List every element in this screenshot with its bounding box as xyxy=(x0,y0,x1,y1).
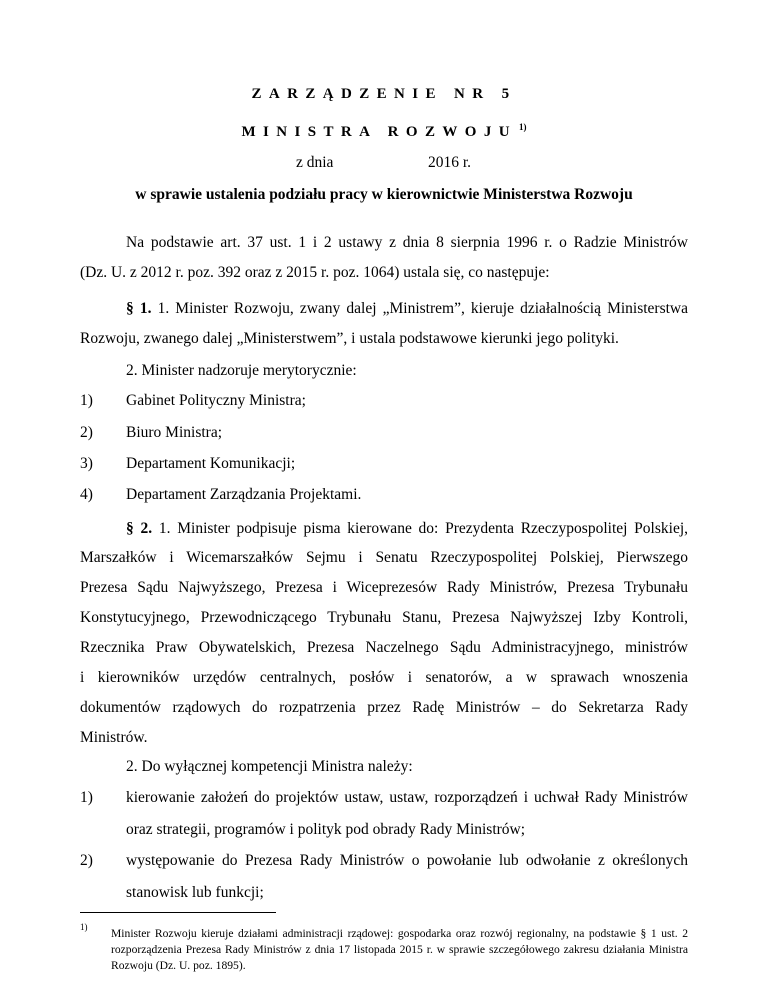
list-item-number: 2) xyxy=(80,424,93,441)
date-prefix: z dnia xyxy=(296,154,334,171)
document-issuer xyxy=(0,122,768,141)
section-2-line-4: Konstytucyjnego, Przewodniczącego Trybunału Stanu, Prezesa Najwyższej Izby Kontroli, xyxy=(80,609,688,626)
list-item-number: 4) xyxy=(80,486,93,503)
list-item: kierowanie założeń do projektów ustaw, ustaw, rozporządzeń i uchwał Rady Ministrów xyxy=(126,789,688,806)
list-item: Departament Zarządzania Projektami. xyxy=(126,486,362,503)
list-item-number: 3) xyxy=(80,455,93,472)
list-item: występowanie do Prezesa Rady Ministrów o powołanie lub odwołanie z określonych xyxy=(126,852,688,869)
list-item-number: 2) xyxy=(80,852,93,869)
issuer-text: MINISTRA ROZWOJU xyxy=(241,124,517,140)
section-2-mark: § 2. xyxy=(126,520,153,537)
section-2-line-5: Rzecznika Praw Obywatelskich, Prezesa Naczelnego Sądu Administracyjnego, ministrów xyxy=(80,639,688,656)
list-item: Departament Komunikacji; xyxy=(126,455,296,472)
section-2-line-3: Prezesa Sądu Najwyższego, Prezesa i Wiceprezesów Rady Ministrów, Prezesa Trybunału xyxy=(80,579,688,596)
section-2-line-7: dokumentów rządowych do rozpatrzenia przez Radę Ministrów – do Sekretarza Rady xyxy=(80,699,688,716)
list-item: Gabinet Polityczny Ministra; xyxy=(126,392,306,409)
list-item-continuation: stanowisk lub funkcji; xyxy=(126,884,264,901)
section-2-text-1: 1. Minister podpisuje pisma kierowane do: Prezydenta Rzeczypospolitej Polskiej, xyxy=(152,520,689,537)
section-2-paragraph-2: 2. Do wyłącznej kompetencji Ministra należy: xyxy=(126,758,413,775)
footnote-text: Minister Rozwoju kieruje działami administracji rządowej: gospodarka oraz rozwój regionalny, na podstawie § 1 ust. 2 rozporządzenia Prezesa Rady Ministrów z dnia 17 listopada 2015 r. w sprawie szczegółowego zakresu działania Ministra Rozwoju (Dz. U. poz. 1895). xyxy=(111,927,688,972)
footnote-mark: 1) xyxy=(80,922,88,932)
document-title: ZARZĄDZENIE NR 5 xyxy=(251,86,517,102)
section-1-paragraph-2: 2. Minister nadzoruje merytorycznie: xyxy=(126,362,357,379)
preamble-line-1: Na podstawie art. 37 ust. 1 i 2 ustawy z dnia 8 sierpnia 1996 r. o Radzie Ministrów xyxy=(126,234,688,251)
document-subject: w sprawie ustalenia podziału pracy w kierownictwie Ministerstwa Rozwoju xyxy=(135,186,633,203)
section-1-text-1: 1. Minister Rozwoju, zwany dalej „Ministrem”, kieruje działalnością Ministerstwa xyxy=(151,300,689,317)
section-1-line-1 xyxy=(126,300,688,318)
list-item-number: 1) xyxy=(80,392,93,409)
footnote-separator xyxy=(80,912,276,913)
section-2-line-6: i kierowników urzędów centralnych, posłów i senatorów, a w sprawach wnoszenia xyxy=(80,669,688,686)
list-item: Biuro Ministra; xyxy=(126,424,223,441)
section-2-line-2: Marszałków i Wicemarszałków Sejmu i Senatu Rzeczypospolitej Polskiej, Pierwszego xyxy=(80,549,688,566)
list-item-continuation: oraz strategii, programów i polityk pod obrady Rady Ministrów; xyxy=(126,821,526,838)
section-2-line-8: Ministrów. xyxy=(80,729,148,746)
section-1-line-2: Rozwoju, zwanego dalej „Ministerstwem”, i ustala podstawowe kierunki jego polityki. xyxy=(80,330,619,347)
list-item-number: 1) xyxy=(80,789,93,806)
issuer-footnote-ref: 1) xyxy=(519,122,527,132)
date-year: 2016 r. xyxy=(428,154,472,171)
section-1-mark: § 1. xyxy=(126,300,152,317)
section-2-line-1 xyxy=(126,520,688,538)
preamble-line-2: (Dz. U. z 2012 r. poz. 392 oraz z 2015 r. poz. 1064) ustala się, co następuje: xyxy=(80,264,550,281)
